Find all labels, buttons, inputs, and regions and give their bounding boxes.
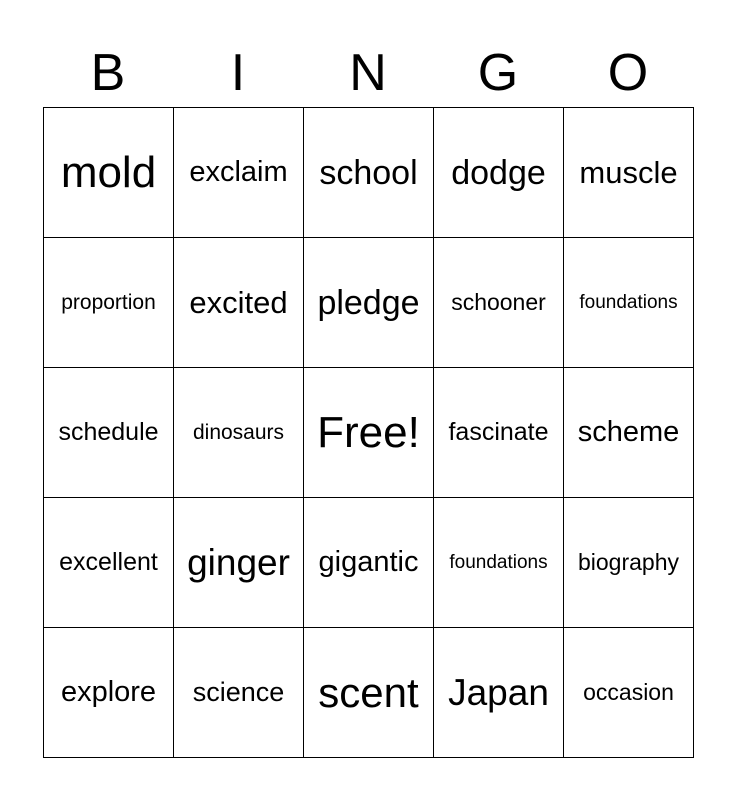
bingo-cell: excellent bbox=[44, 498, 174, 628]
bingo-cell: pledge bbox=[304, 238, 434, 368]
header-letter-g: G bbox=[477, 44, 519, 102]
bingo-cell: biography bbox=[564, 498, 694, 628]
header-letter-o: O bbox=[607, 44, 649, 102]
bingo-cell: science bbox=[174, 628, 304, 758]
bingo-cell: dinosaurs bbox=[174, 368, 304, 498]
bingo-cell: scent bbox=[304, 628, 434, 758]
bingo-cell: occasion bbox=[564, 628, 694, 758]
bingo-cell: Japan bbox=[434, 628, 564, 758]
header-letter-i: I bbox=[230, 44, 246, 102]
bingo-cell: foundations bbox=[564, 238, 694, 368]
bingo-cell: mold bbox=[44, 108, 174, 238]
bingo-board bbox=[43, 107, 694, 758]
bingo-cell: dodge bbox=[434, 108, 564, 238]
header-letter-n: N bbox=[349, 44, 387, 102]
bingo-cell: fascinate bbox=[434, 368, 564, 498]
bingo-cell: exclaim bbox=[174, 108, 304, 238]
header-letter-b: B bbox=[90, 44, 126, 102]
bingo-cell: ginger bbox=[174, 498, 304, 628]
bingo-cell: foundations bbox=[434, 498, 564, 628]
bingo-header bbox=[43, 40, 693, 106]
bingo-cell: scheme bbox=[564, 368, 694, 498]
bingo-cell: schedule bbox=[44, 368, 174, 498]
bingo-cell: proportion bbox=[44, 238, 174, 368]
bingo-cell: muscle bbox=[564, 108, 694, 238]
bingo-cell: excited bbox=[174, 238, 304, 368]
bingo-cell: gigantic bbox=[304, 498, 434, 628]
bingo-cell: explore bbox=[44, 628, 174, 758]
free-space-cell: Free! bbox=[304, 368, 434, 498]
bingo-cell: school bbox=[304, 108, 434, 238]
bingo-cell: schooner bbox=[434, 238, 564, 368]
